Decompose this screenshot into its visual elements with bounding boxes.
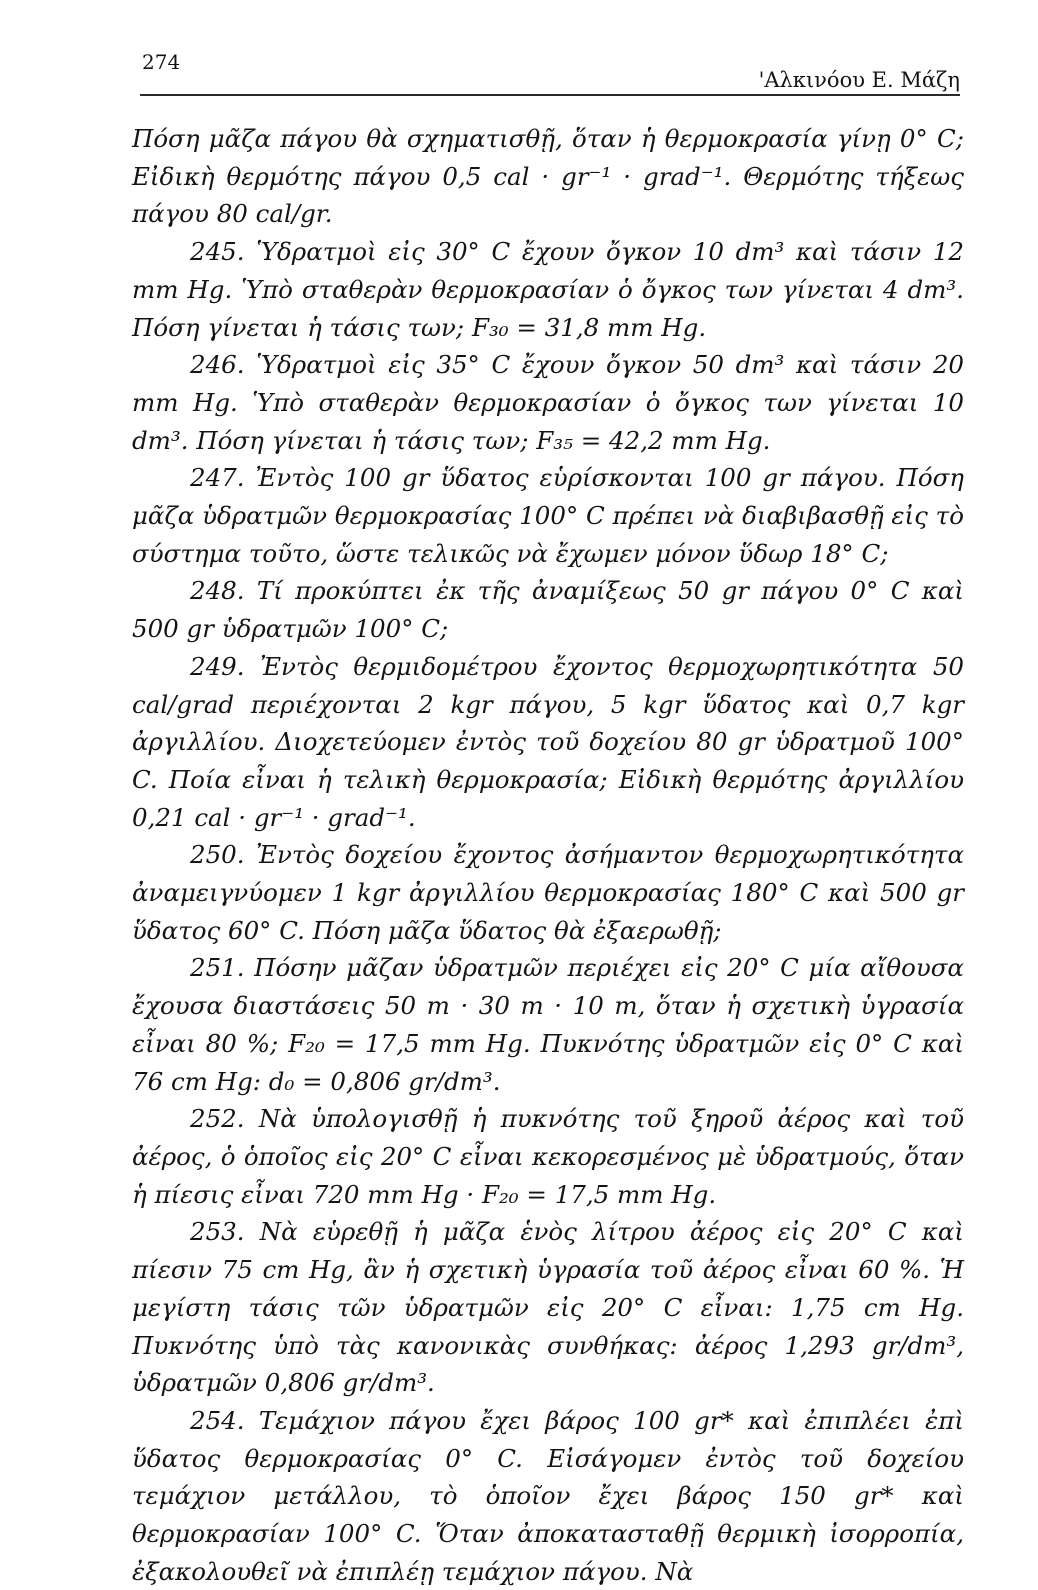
problem-250: [132, 836, 964, 949]
problem-text: Νὰ ὑπολογισθῇ ἡ πυκνότης τοῦ ξηροῦ ἀέρος καὶ τοῦ ἀέρος, ὁ ὁποῖος εἰς 20° C εἶναι κεκορεσμένος μὲ ὑδρατμούς, ὅταν ἡ πίεσις εἶναι 720 mm Hg · F₂₀ = 17,5 mm Hg.: [132, 1104, 964, 1209]
header-rule: [140, 94, 960, 96]
problem-text: Τί προκύπτει ἐκ τῆς ἀναμίξεως 50 gr πάγου 0° C καὶ 500 gr ὑδρατμῶν 100° C;: [132, 576, 964, 644]
problem-text: Ἐντὸς 100 gr ὕδατος εὑρίσκονται 100 gr πάγου. Πόση μᾶζα ὑδρατμῶν θερμοκρασίας 100° C πρέπει νὰ διαβιβασθῇ εἰς τὸ σύστημα τοῦτο, ὥστε τελικῶς νὰ ἔχωμεν μόνον ὕδωρ 18° C;: [132, 463, 964, 568]
page-number: 274: [142, 50, 181, 74]
running-title: 'Αλκινόου Ε. Μάζη: [758, 68, 960, 92]
problem-number: 245.: [190, 237, 245, 267]
problem-number: 253.: [190, 1217, 245, 1247]
problem-252: [132, 1100, 964, 1213]
problem-text: Πόση μᾶζα πάγου θὰ σχηματισθῇ, ὅταν ἡ θερμοκρασία γίνῃ 0° C; Εἰδικὴ θερμότης πάγου 0,5 cal · gr⁻¹ · grad⁻¹. Θερμότης τήξεως πάγου 80 cal/gr.: [132, 124, 964, 229]
problem-number: 249.: [190, 651, 245, 681]
problem-number: 248.: [190, 576, 245, 606]
problem-249: [132, 648, 964, 837]
problem-text: Ἐντὸς θερμιδομέτρου ἔχοντος θερμοχωρητικότητα 50 cal/grad περιέχονται 2 kgr πάγου, 5 kgr ὕδατος καὶ 0,7 kgr ἀργιλλίου. Διοχετεύομεν ἐντὸς τοῦ δοχείου 80 gr ὑδρατμοῦ 100° C. Ποία εἶναι ἡ τελικὴ θερμοκρασία; Εἰδικὴ θερμότης ἀργιλλίου 0,21 cal · gr⁻¹ · grad⁻¹.: [132, 651, 965, 832]
problem-text: Ὑδρατμοὶ εἰς 30° C ἔχουν ὄγκον 10 dm³ καὶ τάσιν 12 mm Hg. Ὑπὸ σταθερὰν θερμοκρασίαν ὁ ὄγκος των γίνεται 4 dm³. Πόση γίνεται ἡ τάσις των; F₃₀ = 31,8 mm Hg.: [132, 237, 964, 342]
page-header: [140, 44, 960, 96]
problem-246: [132, 346, 964, 459]
problem-number: 252.: [190, 1104, 245, 1134]
problem-number: 250.: [190, 840, 245, 870]
problem-253: [132, 1213, 964, 1402]
problem-text: Ἐντὸς δοχείου ἔχοντος ἀσήμαντον θερμοχωρητικότητα ἀναμειγνύομεν 1 kgr ἀργιλλίου θερμοκρασίας 180° C καὶ 500 gr ὕδατος 60° C. Πόση μᾶζα ὕδατος θὰ ἐξαερωθῇ;: [132, 840, 964, 945]
problem-251: [132, 949, 964, 1100]
problems-text: [132, 120, 964, 1590]
problem-244-continuation: [132, 120, 964, 233]
problem-number: 247.: [190, 463, 245, 493]
problem-245: [132, 233, 964, 346]
problem-text: Πόσην μᾶζαν ὑδρατμῶν περιέχει εἰς 20° C μία αἴθουσα ἔχουσα διαστάσεις 50 m · 30 m · 10 m, ὅταν ἡ σχετικὴ ὑγρασία εἶναι 80 %; F₂₀ = 17,5 mm Hg. Πυκνότης ὑδρατμῶν εἰς 0° C καὶ 76 cm Hg: d₀ = 0,806 gr/dm³.: [132, 953, 964, 1096]
problem-247: [132, 459, 964, 572]
problem-248: [132, 572, 964, 647]
problem-text: Τεμάχιον πάγου ἔχει βάρος 100 gr* καὶ ἐπιπλέει ἐπὶ ὕδατος θερμοκρασίας 0° C. Εἰσάγομεν ἐντὸς τοῦ δοχείου τεμάχιον μετάλλου, τὸ ὁποῖον ἔχει βάρος 150 gr* καὶ θερμοκρασίαν 100° C. Ὅταν ἀποκατασταθῇ θερμικὴ ἰσορροπία, ἐξακολουθεῖ νὰ ἐπιπλέῃ τεμάχιον πάγου. Νὰ: [132, 1405, 964, 1586]
problem-number: 251.: [190, 953, 245, 983]
problem-text: Νὰ εὑρεθῇ ἡ μᾶζα ἑνὸς λίτρου ἀέρος εἰς 20° C καὶ πίεσιν 75 cm Hg, ἂν ἡ σχετικὴ ὑγρασία τοῦ ἀέρος εἶναι 60 %. Ἡ μεγίστη τάσις τῶν ὑδρατμῶν εἰς 20° C εἶναι: 1,75 cm Hg. Πυκνότης ὑπὸ τὰς κανονικὰς συνθήκας: ἀέρος 1,293 gr/dm³, ὑδρατμῶν 0,806 gr/dm³.: [132, 1217, 964, 1398]
problem-text: Ὑδρατμοὶ εἰς 35° C ἔχουν ὄγκον 50 dm³ καὶ τάσιν 20 mm Hg. Ὑπὸ σταθερὰν θερμοκρασίαν ὁ ὄγκος των γίνεται 10 dm³. Πόση γίνεται ἡ τάσις των; F₃₅ = 42,2 mm Hg.: [132, 350, 964, 455]
problem-number: 246.: [190, 350, 245, 380]
problem-number: 254.: [190, 1405, 245, 1435]
problem-254: [132, 1402, 964, 1590]
